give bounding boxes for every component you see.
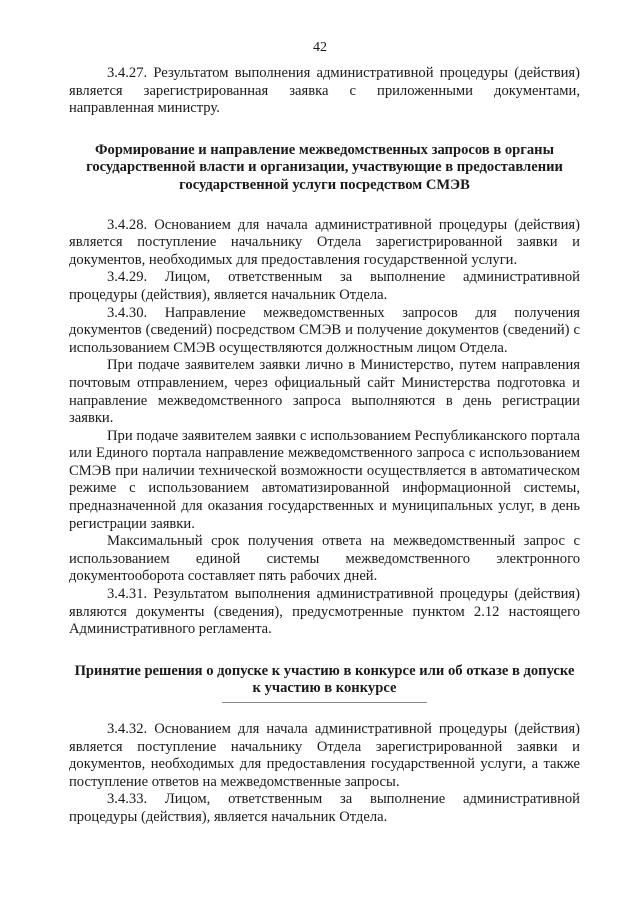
paragraph-3-4-27: 3.4.27. Результатом выполнения административной процедуры (действия) является зарегистрированная заявка с приложенными документами, направленная министру. (69, 65, 580, 117)
document-body (69, 65, 580, 827)
paragraph-portal-submission: При подаче заявителем заявки с использованием Республиканского портала или Единого портала направление межведомственного запроса с использованием СМЭВ при наличии технической возможности осуществляется в автоматическом режиме с использованием автоматизированной информационной системы, предназначенной для оказания государственных и муниципальных услуг, в день регистрации заявки. (69, 427, 580, 532)
paragraph-response-deadline: Максимальный срок получения ответа на межведомственный запрос с использованием единой системы межведомственного электронного документооборота составляет пять рабочих дней. (69, 533, 580, 585)
paragraph-3-4-29: 3.4.29. Лицом, ответственным за выполнение административной процедуры (действия), является начальник Отдела. (69, 269, 580, 303)
paragraph-3-4-28: 3.4.28. Основанием для начала административной процедуры (действия) является поступление начальнику Отдела зарегистрированной заявки и документов, необходимых для предоставления государственной услуги. (69, 216, 580, 268)
paragraph-3-4-32: 3.4.32. Основанием для начала административной процедуры (действия) является поступление начальнику Отдела зарегистрированной заявки и документов, необходимых для предоставления государственной услуги, а также поступление ответов на межведомственные запросы. (69, 721, 580, 790)
paragraph-3-4-33: 3.4.33. Лицом, ответственным за выполнение административной процедуры (действия), является начальник Отдела. (69, 791, 580, 825)
section-heading-admission: Принятие решения о допуске к участию в конкурсе или об отказе в допуске к участию в конкурсе (74, 662, 575, 697)
paragraph-3-4-30: 3.4.30. Направление межведомственных запросов для получения документов (сведений) посредством СМЭВ и получение документов (сведений) с использованием СМЭВ осуществляются должностным лицом Отдела. (69, 304, 580, 356)
paragraph-3-4-31: 3.4.31. Результатом выполнения административной процедуры (действия) являются документы (сведения), предусмотренные пунктом 2.12 настоящего Административного регламента. (69, 586, 580, 638)
section-heading-smev: Формирование и направление межведомственных запросов в органы государственной власти и организации, участвующие в предоставлении государственной услуги посредством СМЭВ (86, 141, 563, 193)
paragraph-personal-submission: При подаче заявителем заявки лично в Министерство, путем направления почтовым отправлением, через официальный сайт Министерства подготовка и направление межведомственного запроса выполняются в день регистрации заявки. (69, 357, 580, 427)
page-number: 42 (313, 40, 327, 55)
